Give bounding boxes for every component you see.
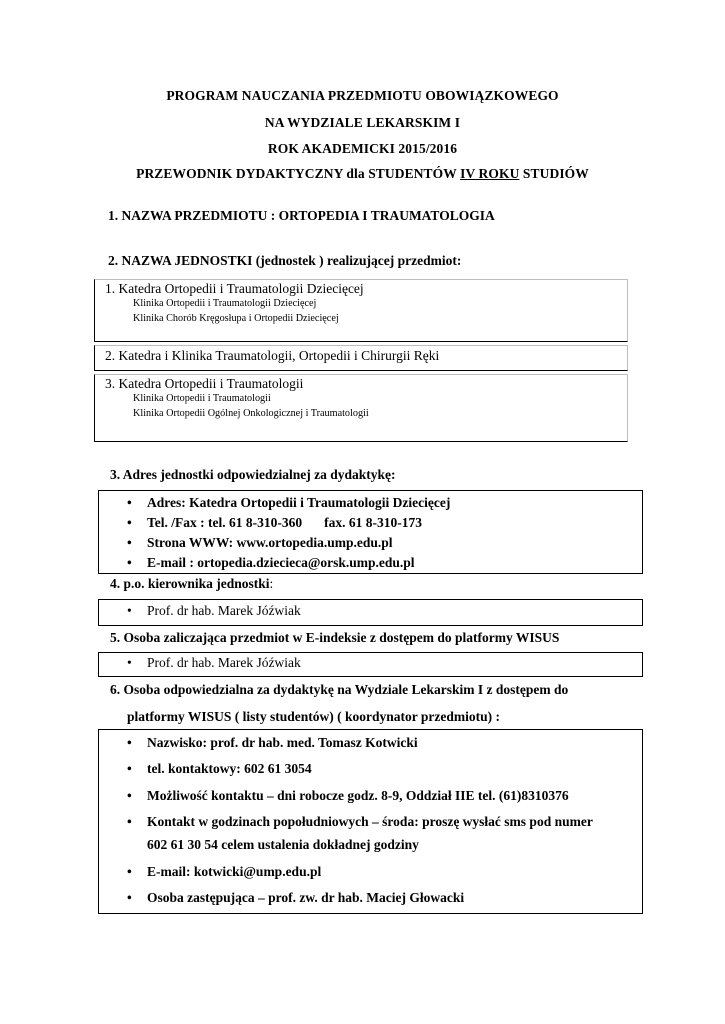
section6-label-line2: platformy WISUS ( listy studentów) ( koordynator przedmiotu) :	[127, 709, 501, 724]
list-item	[127, 890, 464, 906]
coordinator-contact-hours: Możliwość kontaktu – dni robocze godz. 8-9, Oddział IIE tel. (61)8310376	[147, 788, 569, 803]
fax-text: fax. 61 8-310-173	[324, 515, 422, 530]
header-line4-post: STUDIÓW	[519, 166, 589, 181]
e-index-person: Prof. dr hab. Marek Jóźwiak	[147, 655, 301, 670]
bullet-icon: •	[127, 788, 132, 803]
header-title-line2: NA WYDZIALE LEKARSKIM I	[264, 115, 461, 130]
bullet-icon: •	[127, 761, 132, 776]
list-item-continuation	[127, 837, 419, 853]
section4-colon: :	[269, 576, 274, 591]
unit-1-block	[94, 279, 628, 342]
tel-text: Tel. /Fax : tel. 61 8-310-360	[147, 515, 303, 530]
unit-2-title: 2. Katedra i Klinika Traumatologii, Ortopedii i Chirurgii Ręki	[105, 348, 440, 363]
list-item	[127, 655, 301, 671]
unit-3-sub-1: Klinika Ortopedii i Traumatologii	[133, 393, 271, 404]
email-text: E-mail : ortopedia.dziecieca@orsk.ump.edu.pl	[147, 555, 415, 570]
bullet-icon: •	[127, 655, 132, 670]
list-item	[127, 515, 422, 531]
unit-1-sub-2: Klinika Chorób Kręgosłupa i Ortopedii Dziecięcej	[133, 313, 339, 324]
e-index-box	[98, 652, 643, 677]
section4-label	[110, 576, 273, 592]
unit-1-sub-1: Klinika Ortopedii i Traumatologii Dziecięcej	[133, 298, 317, 309]
list-item	[127, 761, 312, 777]
www-text: Strona WWW: www.ortopedia.ump.edu.pl	[147, 535, 393, 550]
header-title-line1: PROGRAM NAUCZANIA PRZEDMIOTU OBOWIĄZKOWEGO	[166, 88, 559, 103]
section5-label: 5. Osoba zaliczająca przedmiot w E-indeksie z dostępem do platformy WISUS	[110, 630, 560, 645]
list-item	[127, 864, 321, 880]
list-item	[127, 555, 415, 571]
bullet-icon: •	[127, 890, 132, 905]
coordinator-afternoon-line2: 602 61 30 54 celem ustalenia dokładnej godziny	[147, 837, 419, 852]
coordinator-phone: tel. kontaktowy: 602 61 3054	[147, 761, 312, 776]
coordinator-afternoon-line1: Kontakt w godzinach popołudniowych – środa: proszę wysłać sms pod numer	[147, 814, 593, 829]
coordinator-box	[98, 729, 643, 914]
bullet-icon: •	[127, 864, 132, 879]
header-line4-pre: PRZEWODNIK DYDAKTYCZNY dla STUDENTÓW	[136, 166, 461, 181]
address-text: Adres: Katedra Ortopedii i Traumatologii Dziecięcej	[147, 495, 451, 510]
list-item	[127, 735, 418, 751]
unit-1-title: 1. Katedra Ortopedii i Traumatologii Dziecięcej	[105, 281, 364, 296]
coordinator-name: Nazwisko: prof. dr hab. med. Tomasz Kotwicki	[147, 735, 418, 750]
unit-3-sub-2: Klinika Ortopedii Ogólnej Onkologicznej i Traumatologii	[133, 408, 369, 419]
section4-label-text: 4. p.o. kierownika jednostki	[110, 576, 270, 591]
address-box	[98, 490, 643, 574]
bullet-icon: •	[127, 495, 132, 510]
list-item	[127, 603, 301, 619]
coordinator-email: E-mail: kotwicki@ump.edu.pl	[147, 864, 322, 879]
section1-label: 1. NAZWA PRZEDMIOTU : ORTOPEDIA I TRAUMATOLOGIA	[108, 208, 495, 223]
head-name: Prof. dr hab. Marek Jóźwiak	[147, 603, 301, 618]
bullet-icon: •	[127, 603, 132, 618]
list-item	[127, 814, 593, 830]
section3-label: 3. Adres jednostki odpowiedzialnej za dydaktykę:	[110, 467, 396, 482]
header-line4-year: IV ROKU	[460, 166, 520, 181]
unit-3-block	[94, 374, 628, 442]
unit-3-title: 3. Katedra Ortopedii i Traumatologii	[105, 376, 304, 391]
bullet-icon: •	[127, 535, 132, 550]
header-title-line4	[0, 166, 725, 182]
coordinator-deputy: Osoba zastępująca – prof. zw. dr hab. Maciej Głowacki	[147, 890, 465, 905]
header-title-line3: ROK AKADEMICKI 2015/2016	[267, 141, 458, 156]
section6-label-line1: 6. Osoba odpowiedzialna za dydaktykę na Wydziale Lekarskim I z dostępem do	[110, 682, 569, 697]
bullet-icon: •	[127, 555, 132, 570]
list-item	[127, 788, 569, 804]
head-box	[98, 599, 643, 626]
list-item	[127, 535, 393, 551]
list-item	[127, 495, 450, 511]
bullet-icon: •	[127, 735, 132, 750]
bullet-icon: •	[127, 814, 132, 829]
bullet-icon: •	[127, 515, 132, 530]
section2-label: 2. NAZWA JEDNOSTKI (jednostek ) realizującej przedmiot:	[108, 253, 462, 268]
unit-2-block	[94, 345, 628, 371]
